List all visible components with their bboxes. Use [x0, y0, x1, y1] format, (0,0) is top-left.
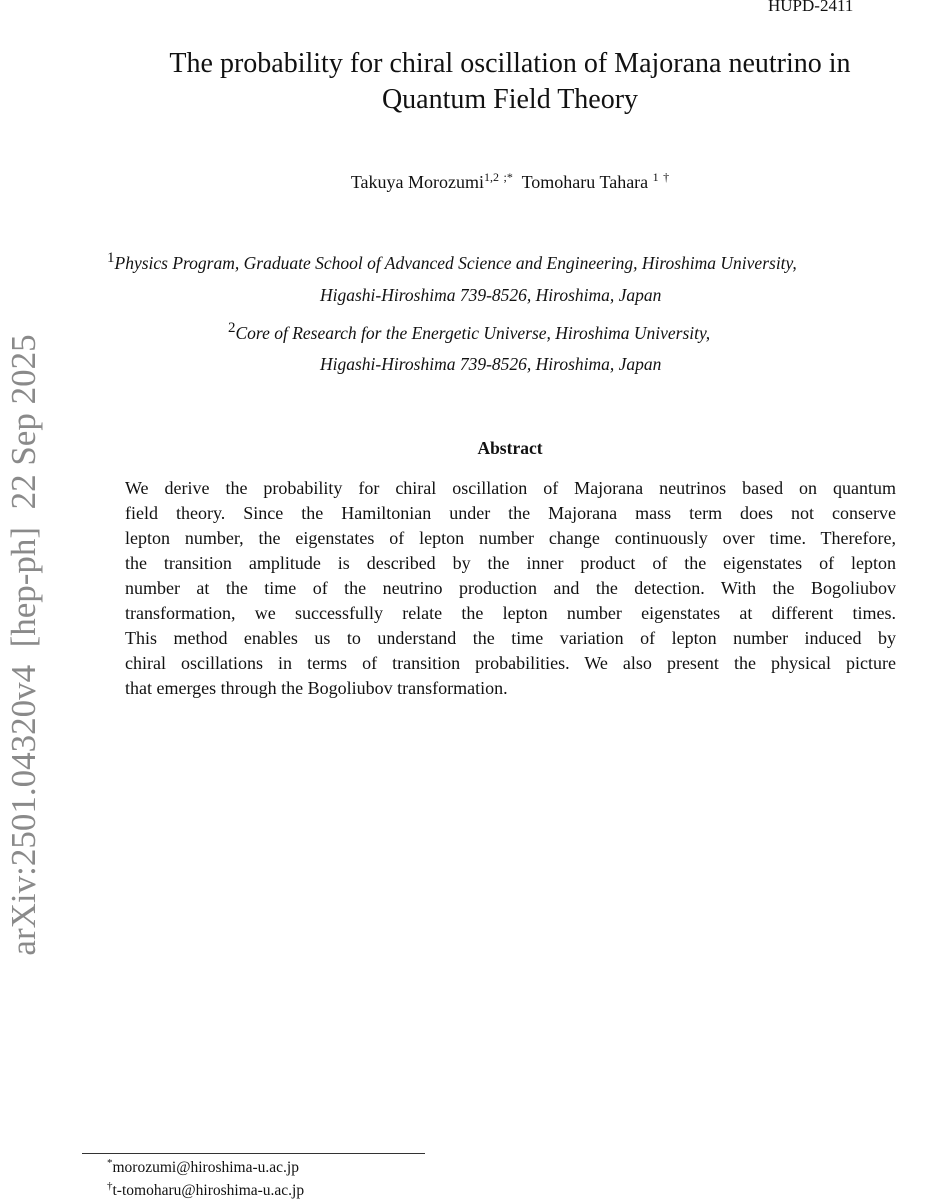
- affiliation-1: [107, 250, 797, 274]
- title-line-1: The probability for chiral oscillation of Majorana neutrino in: [169, 48, 851, 79]
- abstract-line: field theory. Since the Hamiltonian under the Majorana mass term does not conserve: [125, 503, 896, 523]
- affiliation-2: [228, 320, 710, 344]
- abstract-heading: Abstract: [477, 438, 543, 458]
- affil-mark: 1: [107, 250, 115, 266]
- affiliation-1-address: Higashi-Hiroshima 739-8526, Hiroshima, Japan: [320, 285, 662, 305]
- abstract-line: number at the time of the neutrino production and the detection. With the Bogoliubov: [125, 578, 896, 598]
- footnote-mark: *: [107, 1157, 113, 1169]
- abstract-line: This method enables us to understand the time variation of lepton number induced by: [125, 628, 896, 648]
- abstract-line: transformation, we successfully relate the lepton number eigenstates at different times.: [125, 603, 896, 623]
- affil-text: Core of Research for the Energetic Universe, Hiroshima University,: [235, 322, 711, 343]
- affil-text: Physics Program, Graduate School of Advanced Science and Engineering, Hiroshima University,: [114, 252, 797, 273]
- abstract-line: We derive the probability for chiral oscillation of Majorana neutrinos based on quantum: [125, 478, 896, 498]
- author-affil: 1: [652, 170, 659, 184]
- footnote-mark: †: [107, 1180, 113, 1192]
- abstract-body: [125, 476, 896, 701]
- author-affil: 1,2: [484, 170, 500, 184]
- report-number: HUPD-2411: [768, 0, 854, 15]
- abstract-line: the transition amplitude is described by the inner product of the eigenstates of lepton: [125, 553, 896, 573]
- footnote-mark: ;*: [503, 170, 513, 184]
- abstract-line: chiral oscillations in terms of transition probabilities. We also present the physical picture: [125, 653, 896, 673]
- footnote-mark: †: [663, 170, 670, 184]
- author-name: Tomoharu Tahara: [521, 172, 649, 192]
- affiliation-2-address: Higashi-Hiroshima 739-8526, Hiroshima, Japan: [320, 354, 662, 374]
- footnote-email: morozumi@hiroshima-u.ac.jp: [112, 1159, 299, 1177]
- footnote-rule: [82, 1153, 425, 1154]
- footnote-1: [107, 1157, 299, 1177]
- abstract-line: that emerges through the Bogoliubov transformation.: [125, 678, 508, 698]
- abstract-line: lepton number, the eigenstates of lepton number change continuously over time. Therefore,: [125, 528, 896, 548]
- arxiv-stamp: arXiv:2501.04320v4 [hep-ph] 22 Sep 2025: [4, 334, 43, 956]
- affil-mark: 2: [228, 320, 236, 336]
- title-line-2: Quantum Field Theory: [381, 84, 639, 115]
- author-name: Takuya Morozumi: [350, 172, 485, 192]
- footnote-2: [107, 1180, 304, 1200]
- author-list: [60, 170, 948, 193]
- footnote-email: t-tomoharu@hiroshima-u.ac.jp: [112, 1182, 305, 1200]
